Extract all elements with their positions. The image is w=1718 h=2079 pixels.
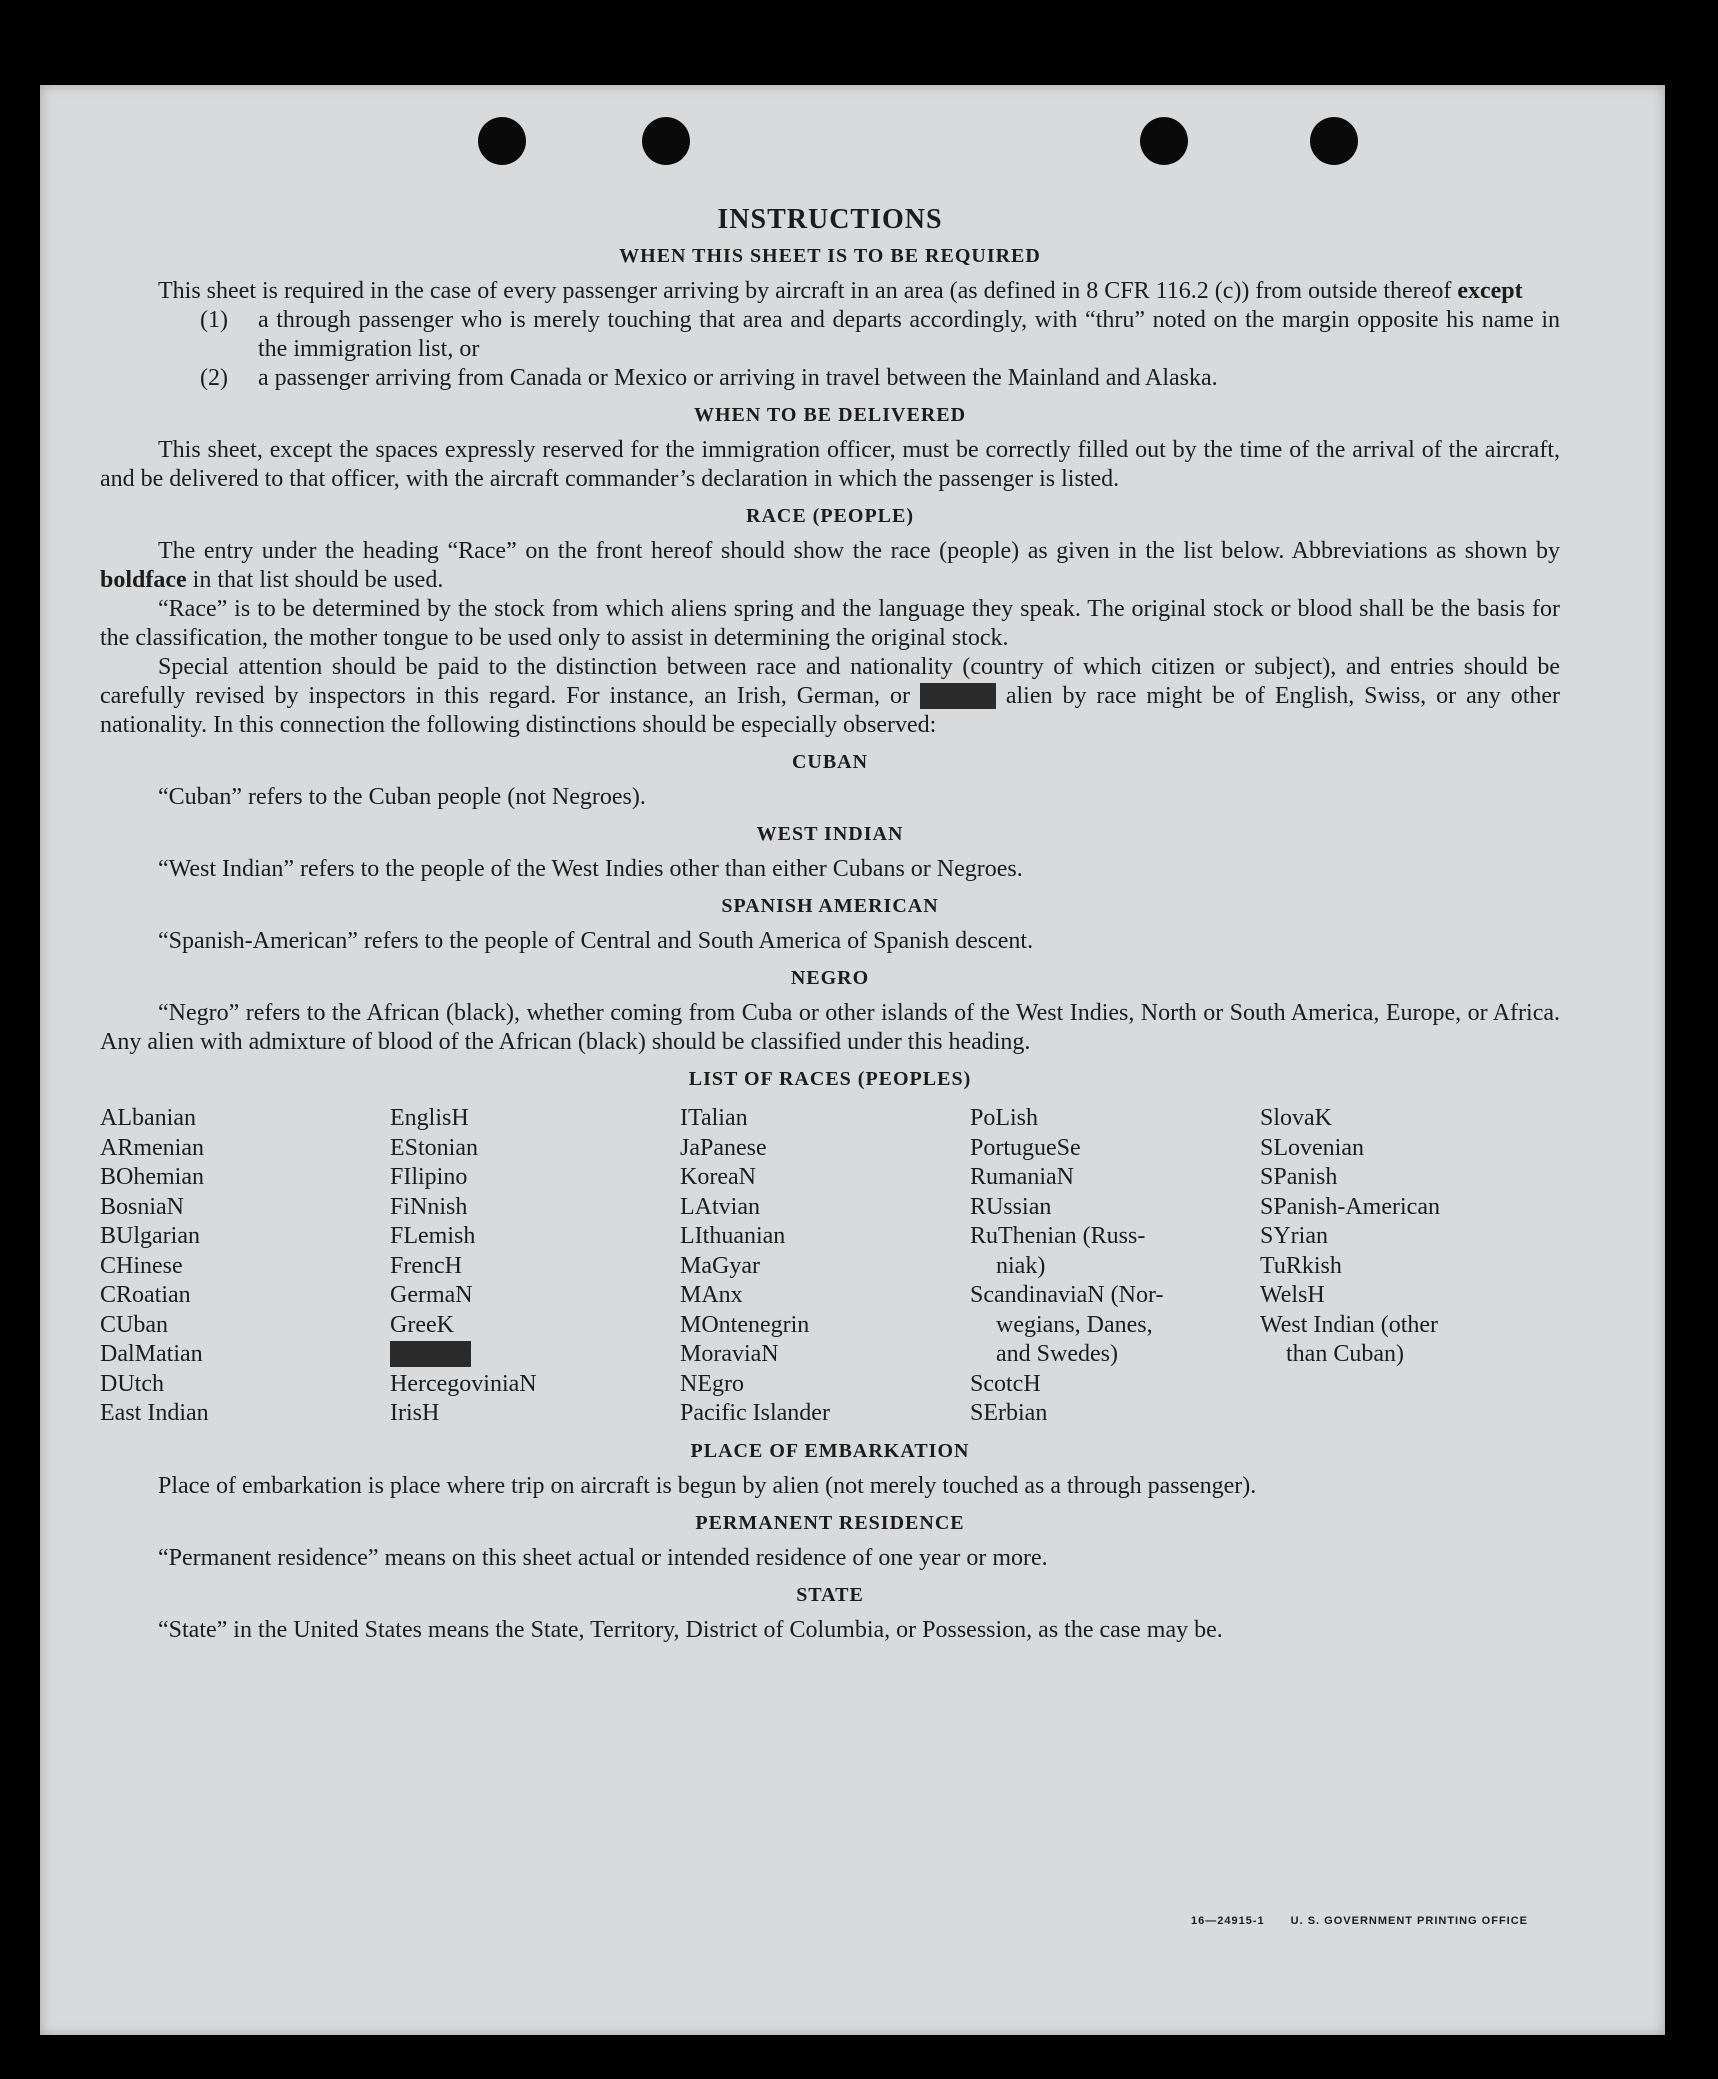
paragraph-state: “State” in the United States means the State, Territory, District of Columbia, or Possession, as the case may be. [158,1616,1223,1643]
race-entry: PortugueSe [970,1134,1081,1161]
punch-hole [478,117,526,165]
race-entry-continued: wegians, Danes, [996,1311,1153,1338]
race-entry: GreeK [390,1311,454,1338]
race-entry: KoreaN [680,1164,756,1190]
punch-hole [642,117,690,165]
race-entry: West Indian (other [1260,1311,1439,1338]
race-entry: ALbanian [100,1105,196,1131]
race-entry: CRoatian [100,1282,191,1308]
race-entry: CHinese [100,1252,183,1279]
heading-residence: PERMANENT RESIDENCE [695,1511,965,1534]
race-entry: WelsH [1260,1282,1325,1308]
paragraph-race-1: The entry under the heading “Race” on the front hereof should show the race (people) as given in the list below. Abbreviations as shown by boldface in that list should be used. [100,538,1560,593]
race-entry: SPanish-American [1260,1193,1440,1220]
race-entry: HercegoviniaN [390,1370,537,1397]
race-entry: FiNnish [390,1193,468,1220]
heading-race: RACE (PEOPLE) [746,505,914,527]
race-entry: TuRkish [1260,1252,1342,1279]
race-entry: BOhemian [100,1164,204,1190]
race-entry: PoLish [970,1105,1039,1131]
races-column-5 [1260,1104,1550,1429]
race-entry: EnglisH [390,1105,469,1131]
race-entry: JaPanese [680,1134,767,1161]
race-entry: ARmenian [100,1134,204,1161]
race-entry: MAnx [680,1282,743,1308]
race-entry: LAtvian [680,1193,760,1220]
punch-hole [1140,117,1188,165]
print-footer [1169,1915,1528,1927]
race-entry: MoraviaN [680,1341,779,1367]
heading-when-required: WHEN THIS SHEET IS TO BE REQUIRED [619,245,1041,267]
race-entry: ITalian [680,1105,748,1131]
paragraph-negro: “Negro” refers to the African (black), whether coming from Cuba or other islands of the West Indies, North or South America, Europe, or Africa. Any alien with admixture of blood of the African (black) should be classified under this heading. [100,1000,1560,1055]
race-entry: GermaN [390,1282,473,1308]
heading-when-delivered: WHEN TO BE DELIVERED [693,404,967,426]
race-entry: LIthuanian [680,1223,786,1249]
paragraph-spanish-american: “Spanish-American” refers to the people of Central and South America of Spanish descent. [158,928,1034,954]
race-entry: SLovenian [1260,1134,1364,1161]
race-entry: BUlgarian [100,1223,200,1249]
page-title: INSTRUCTIONS [717,204,943,235]
heading-state: STATE [796,1583,864,1606]
races-column-1 [100,1104,390,1429]
paragraph-cuban: “Cuban” refers to the Cuban people (not Negroes). [158,784,646,810]
race-entry: MOntenegrin [680,1311,810,1338]
race-entry: DalMatian [100,1341,203,1367]
race-entry: EStonian [390,1134,478,1161]
races-table [100,1104,1560,1429]
race-entry: Pacific Islander [680,1400,830,1426]
paragraph-when-required: This sheet is required in the case of every passenger arriving by aircraft in an area (as defined in 8 CFR 116.2 (c)) from outside thereof except [158,278,1523,304]
paragraph-when-delivered: This sheet, except the spaces expressly reserved for the immigration officer, must be correctly filled out by the time of the arrival of the aircraft, and be delivered to that officer, with the aircraft commander’s declaration in which the passenger is listed. [100,437,1560,492]
race-entry-continued: niak) [996,1252,1046,1279]
race-entry: ScotcH [970,1370,1041,1397]
heading-list-of-races: LIST OF RACES (PEOPLES) [688,1068,972,1090]
race-entry: SErbian [970,1400,1048,1426]
race-entry: RUssian [970,1193,1052,1220]
race-entry: CUban [100,1311,168,1338]
list-item: (2) a passenger arriving from Canada or Mexico or arriving in travel between the Mainland and Alaska. [200,365,1218,391]
heading-cuban: CUBAN [791,751,869,773]
race-entry: SPanish [1260,1164,1338,1190]
paragraph-west-indian: “West Indian” refers to the people of the West Indies other than either Cubans or Negroes. [158,856,1023,882]
races-column-4 [970,1104,1260,1429]
race-entry: ScandinaviaN (Nor- [970,1282,1164,1308]
redacted-word: Hebrew [919,683,996,709]
race-entry: RumaniaN [970,1164,1074,1190]
race-entry: East Indian [100,1400,209,1426]
races-column-2 [390,1104,680,1429]
paragraph-race-2: “Race” is to be determined by the stock from which aliens spring and the language they speak. The original stock or blood shall be the basis for the classification, the mother tongue to be used only to assist in determining the original stock. [100,596,1560,651]
race-entry-continued: and Swedes) [996,1341,1118,1367]
paragraph-race-3: Special attention should be paid to the distinction between race and nationality (country of which citizen or subject), and entries should be carefully revised by inspectors in this regard. For instance, an Irish, German, or Hebrew alien by race might be of English, Swiss, or any other nationality. In this connection the following distinctions should be especially observed: [100,654,1561,738]
race-entry: DUtch [100,1370,164,1397]
race-entry: IrisH [390,1400,440,1426]
race-entry: MaGyar [680,1252,760,1279]
races-column-3 [680,1104,970,1429]
race-entry: SYrian [1260,1223,1328,1249]
race-entry: BosniaN [100,1193,184,1220]
heading-negro: NEGRO [790,967,870,989]
punch-hole [1310,117,1358,165]
race-entry: SlovaK [1260,1105,1332,1131]
paragraph-residence: “Permanent residence” means on this sheet actual or intended residence of one year or more. [158,1544,1048,1571]
race-entry: NEgro [680,1370,744,1397]
form-code: 16—24915-1 [1190,1915,1265,1927]
race-entry-redacted: HebreW [390,1341,472,1367]
printer-credit: U. S. GOVERNMENT PRINTING OFFICE [1290,1915,1528,1927]
heading-west-indian: WEST INDIAN [756,823,904,845]
heading-embarkation: PLACE OF EMBARKATION [690,1439,970,1462]
paragraph-embarkation: Place of embarkation is place where trip on aircraft is begun by alien (not merely touched as a through passenger). [158,1472,1257,1499]
race-entry: FLemish [390,1223,476,1249]
race-entry-continued: than Cuban) [1286,1341,1404,1367]
race-entry: FrencH [390,1252,462,1279]
race-entry: RuThenian (Russ- [970,1223,1146,1249]
race-entry: FIlipino [390,1164,468,1190]
heading-spanish-american: SPANISH AMERICAN [721,895,939,917]
list-item: (1) a through passenger who is merely touching that area and departs accordingly, with “thru” noted on the margin opposite his name in the immigration list, or [200,307,1560,362]
instructions-body [100,205,1560,1645]
